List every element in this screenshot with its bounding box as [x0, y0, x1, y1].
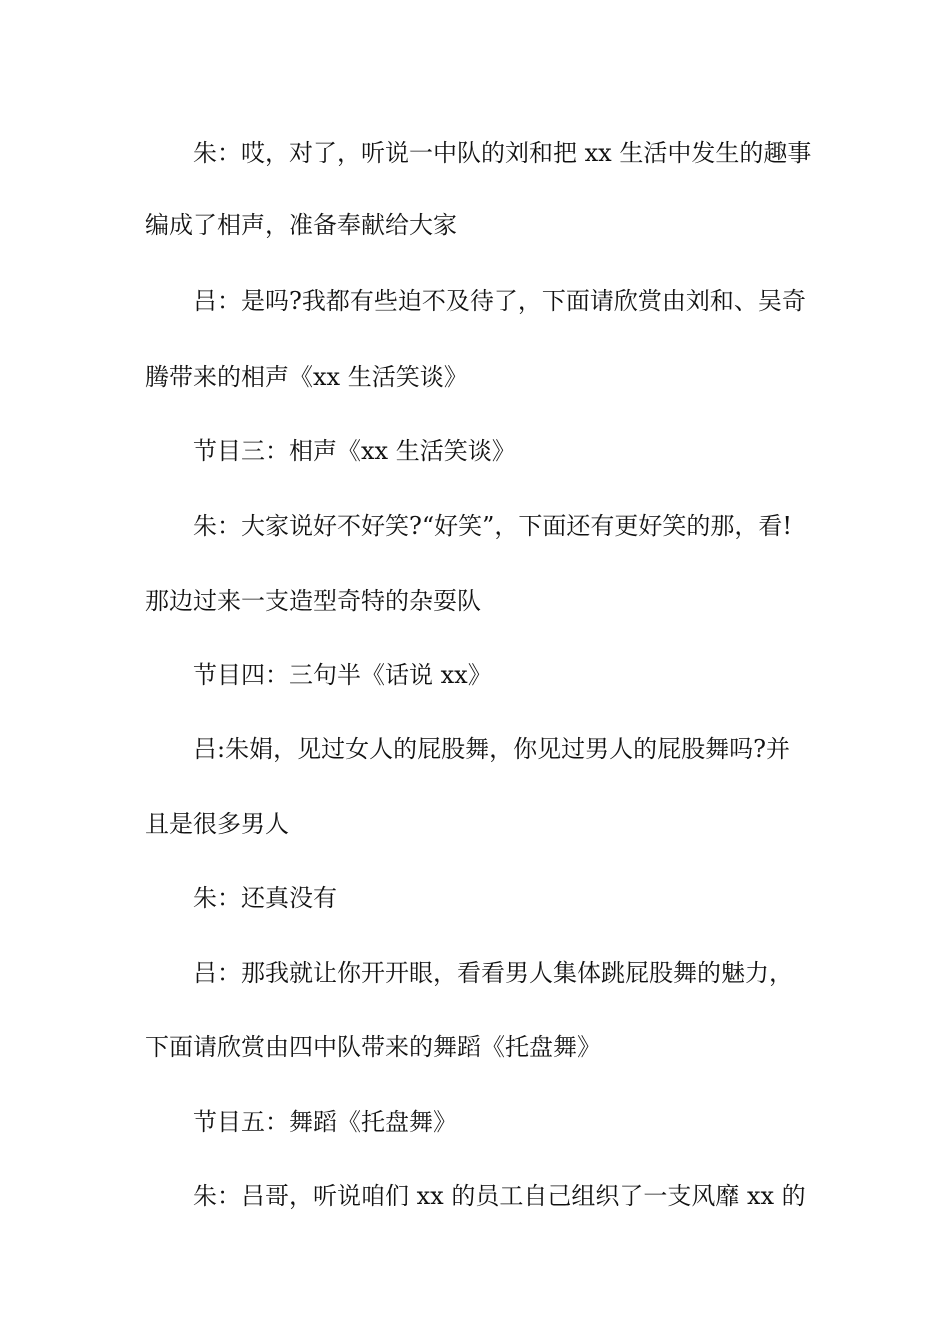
- text-line: 吕：那我就让你开开眼，看看男人集体跳屁股舞的魅力，: [193, 959, 793, 987]
- text-line: 朱：大家说好不好笑?“好笑”，下面还有更好笑的那，看!: [193, 512, 793, 540]
- text-line: 且是很多男人: [145, 810, 289, 838]
- text-line: 节目四：三句半《话说 xx》: [193, 661, 492, 689]
- text-line: 节目三：相声《xx 生活笑谈》: [193, 437, 516, 465]
- text-line: 吕：是吗?我都有些迫不及待了，下面请欣赏由刘和、吴奇: [193, 287, 806, 315]
- text-line: 节目五：舞蹈《托盘舞》: [193, 1108, 457, 1136]
- text-line: 那边过来一支造型奇特的杂耍队: [145, 587, 481, 615]
- text-line: 腾带来的相声《xx 生活笑谈》: [145, 363, 468, 391]
- text-line: 朱：吕哥，听说咱们 xx 的员工自己组织了一支风靡 xx 的: [193, 1182, 806, 1210]
- text-line: 朱：哎，对了，听说一中队的刘和把 xx 生活中发生的趣事: [193, 139, 812, 167]
- text-line: 下面请欣赏由四中队带来的舞蹈《托盘舞》: [145, 1033, 601, 1061]
- text-line: 朱：还真没有: [193, 884, 337, 912]
- text-line: 吕:朱娟，见过女人的屁股舞，你见过男人的屁股舞吗?并: [193, 735, 790, 763]
- text-line: 编成了相声，准备奉献给大家: [145, 211, 457, 239]
